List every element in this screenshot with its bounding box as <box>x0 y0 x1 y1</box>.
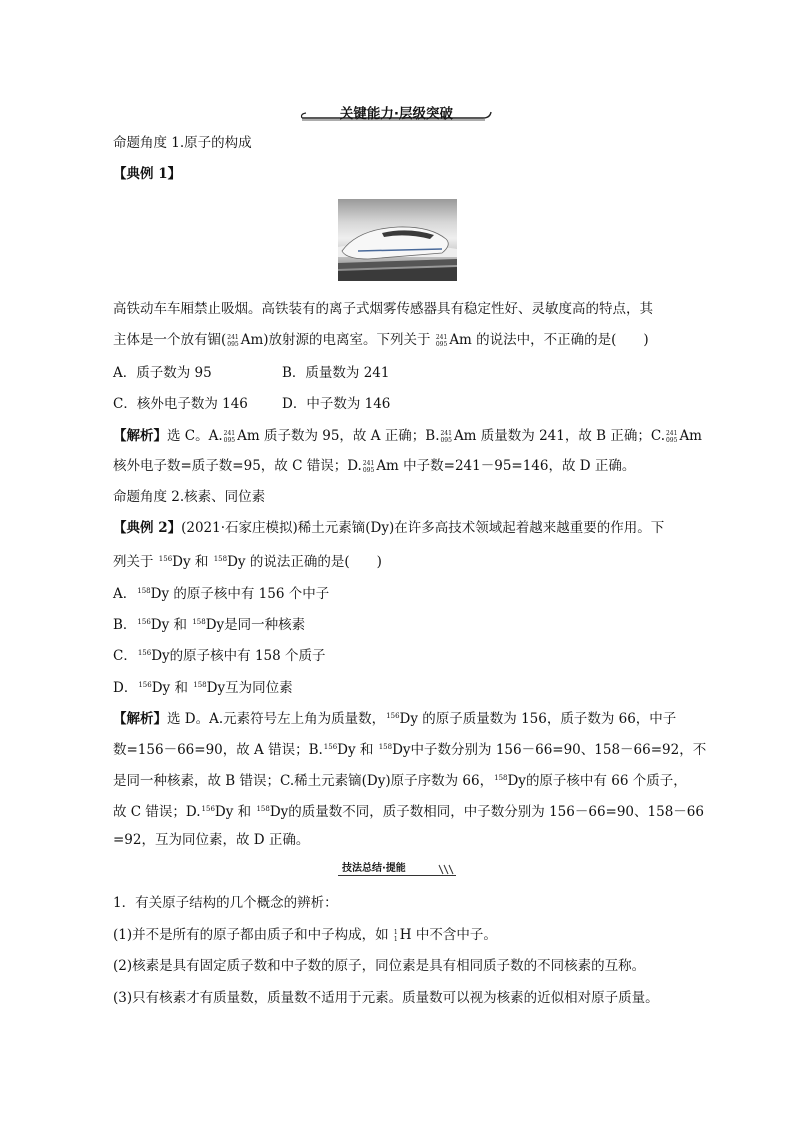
am-nuclide-symbol: 241 095 <box>362 459 375 474</box>
banner-slash-decoration <box>436 862 456 876</box>
angle-2-title: 命题角度 2.核素、同位素 <box>113 489 266 505</box>
example-2-tag: 【典例 2】 <box>113 520 182 536</box>
option-a: A．质子数为 95 <box>113 365 212 381</box>
example-1-tag: 【典例 1】 <box>113 166 182 182</box>
am-nuclide-symbol: 241 095 <box>440 429 452 444</box>
skill-summary-banner <box>338 862 456 876</box>
solution-2-line-3: 是同一种核素，故 B 错误；C.稀土元素镝(Dy)原子序数为 66，$^{158}$Dy的原子核中有 66 个质子， <box>113 773 687 789</box>
solution-tag: 【解析】 <box>113 711 167 727</box>
banner-rule <box>338 875 456 876</box>
example-2-option-a: A．$^{158}$Dy 的原子核中有 156 个中子 <box>113 586 330 602</box>
example-2-option-c: C．$^{156}$Dy的原子核中有 158 个质子 <box>113 648 326 664</box>
q1-text: 高铁动车车厢禁止吸烟。高铁装有的离子式烟雾传感器具有稳定性好、灵敏度高的特点，其 <box>113 301 653 317</box>
angle-1-title: 命题角度 1.原子的构成 <box>113 135 252 151</box>
option-b: B．质量数为 241 <box>282 365 390 381</box>
option-c: C．核外电子数为 146 <box>113 396 248 412</box>
section-heading <box>300 100 493 122</box>
solution-tag: 【解析】 <box>113 428 167 444</box>
summary-item-2: (1)并不是所有的原子都由质子和中子构成，如 1 1 H 中不含中子。 <box>113 927 497 943</box>
q2-text-a: 主体是一个放有镅( <box>113 332 227 348</box>
train-illustration <box>338 199 457 281</box>
solution-2-line-2: 数=156－66=90，故 A 错误；B.$^{156}$Dy 和 $^{158}$Dy中子数分别为 156－66=90、158－66=92，不 <box>113 742 707 758</box>
summary-item-4: (3)只有核素才有质量数，质量数不适用于元素。质量数可以视为核素的近似相对原子质量。 <box>113 990 659 1006</box>
solution-2-line-5: =92，互为同位素，故 D 正确。 <box>113 832 310 848</box>
example-2-option-b: B．$^{156}$Dy 和 $^{158}$Dy是同一种核素 <box>113 617 306 633</box>
high-speed-train-photo <box>338 199 457 281</box>
h-nuclide-symbol: 1 1 <box>393 928 398 943</box>
q2-text-b: Am)放射源的电离室。下列关于 <box>240 332 431 348</box>
am-nuclide-symbol: 241 095 <box>223 429 236 444</box>
am-nuclide-symbol: 241 095 <box>227 333 239 348</box>
example-1-question-line-1 <box>113 300 679 318</box>
solution-2-line-4: 故 C 错误；D.$^{156}$Dy 和 $^{158}$Dy的质量数不同，质子数相同，中子数分别为 156－66=90、158－66 <box>113 804 704 820</box>
section-heading-text: 关键能力·层级突破 <box>339 106 454 122</box>
summary-item-1: 1．有关原子结构的几个概念的辨析： <box>113 895 338 911</box>
example-2-question-line-1: 【典例 2】(2021·石家庄模拟)稀土元素镝(Dy)在许多高技术领域起着越来越重要的作用。下 <box>113 520 665 536</box>
am-nuclide-symbol: 241 095 <box>665 429 678 444</box>
example-2-question-line-2: 列关于 $^{156}$Dy 和 $^{158}$Dy 的说法正确的是( ) <box>113 554 382 570</box>
solution-2-line-1: 【解析】选 D。A.元素符号左上角为质量数，$^{156}$Dy 的原子质量数为 156，质子数为 66，中子 <box>113 711 677 727</box>
solution-1-line-2: 核外电子数=质子数=95，故 C 错误；D. 241 095 Am 中子数=241－95=146，故 D 正确。 <box>113 458 636 474</box>
option-d: D．中子数为 146 <box>282 396 391 412</box>
q2-text-c: Am 的说法中，不正确的是( ) <box>449 332 649 348</box>
example-1-question-line-2 <box>113 331 649 349</box>
am-nuclide-symbol: 241 095 <box>435 333 448 348</box>
solution-1-line-1: 【解析】选 C。A. 241 095 Am 质子数为 95，故 A 正确；B. 241 095 Am 质量数为 241，故 B 正确；C. 241 095 Am <box>113 428 702 444</box>
example-2-option-d: D．$^{156}$Dy 和 $^{158}$Dy互为同位素 <box>113 680 293 696</box>
skill-summary-label: 技法总结·提能 <box>342 863 406 874</box>
summary-item-3: (2)核素是具有固定质子数和中子数的原子，同位素是具有相同质子数的不同核素的互称。 <box>113 958 646 974</box>
